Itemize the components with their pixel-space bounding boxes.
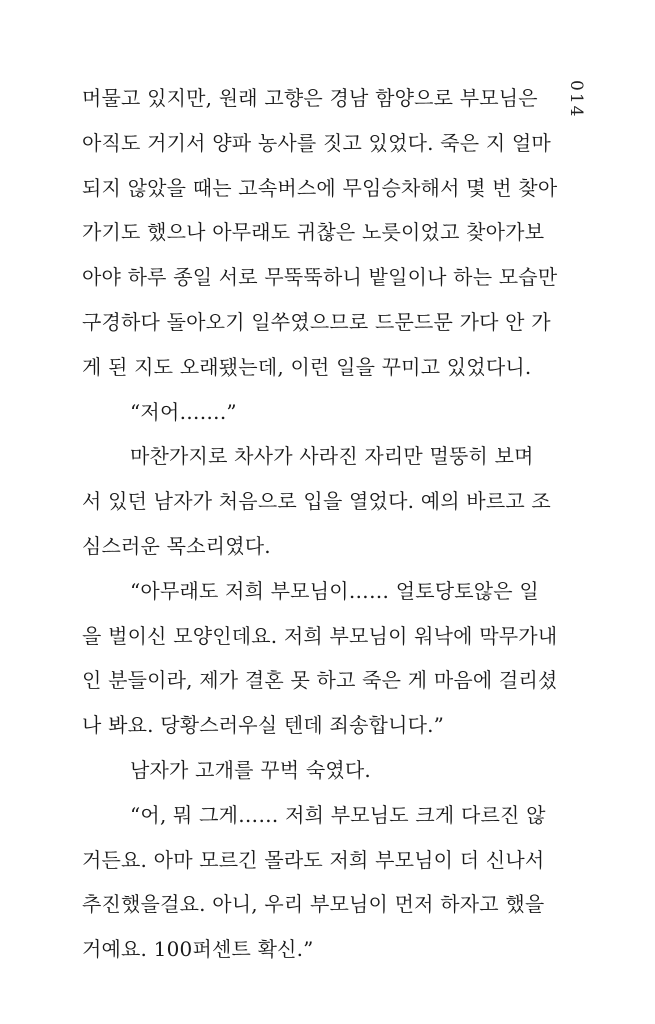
text-line: 가기도 했으나 아무래도 귀찮은 노릇이었고 찾아가보 xyxy=(82,220,545,245)
text-line: 심스러운 목소리였다. xyxy=(82,533,271,558)
text-line: 서 있던 남자가 처음으로 입을 열었다. 예의 바르고 조 xyxy=(82,489,551,514)
text-line: 되지 않았을 때는 고속버스에 무임승차해서 몇 번 찾아 xyxy=(82,175,558,200)
text-line: 거든요. 아마 모르긴 몰라도 저희 부모님이 더 신나서 xyxy=(82,847,545,872)
text-line: “어, 뭐 그게…… 저희 부모님도 크게 다르진 않 xyxy=(130,802,546,827)
text-line: 머물고 있지만, 원래 고향은 경남 함양으로 부모님은 xyxy=(82,86,538,110)
text-line: 추진했을걸요. 아니, 우리 부모님이 먼저 하자고 했을 xyxy=(82,892,545,917)
text-line: 거예요. 100퍼센트 확신.” xyxy=(82,937,314,962)
text-line: “저어…….” xyxy=(130,399,237,424)
text-line: 아야 하루 종일 서로 무뚝뚝하니 밭일이나 하는 모습만 xyxy=(82,265,558,290)
text-line: 게 된 지도 오래됐는데, 이런 일을 꾸미고 있었다니. xyxy=(82,354,532,379)
text-line: 나 봐요. 당황스러우실 텐데 죄송합니다.” xyxy=(82,713,445,738)
page-number: 014 xyxy=(566,80,586,119)
text-line: 구경하다 돌아오기 일쑤였으므로 드문드문 가다 안 가 xyxy=(82,309,551,334)
text-line: 마찬가지로 차사가 사라진 자리만 멀뚱히 보며 xyxy=(130,444,534,469)
body-text xyxy=(82,76,558,972)
text-line: 인 분들이라, 제가 결혼 못 하고 죽은 게 마음에 걸리셨 xyxy=(82,668,558,693)
text-line: 아직도 거기서 양파 농사를 짓고 있었다. 죽은 지 얼마 xyxy=(82,130,551,155)
text-line: 을 벌이신 모양인데요. 저희 부모님이 워낙에 막무가내 xyxy=(82,623,558,648)
text-line: “아무래도 저희 부모님이…… 얼토당토않은 일 xyxy=(130,578,539,603)
text-line: 남자가 고개를 꾸벅 숙였다. xyxy=(130,757,371,782)
